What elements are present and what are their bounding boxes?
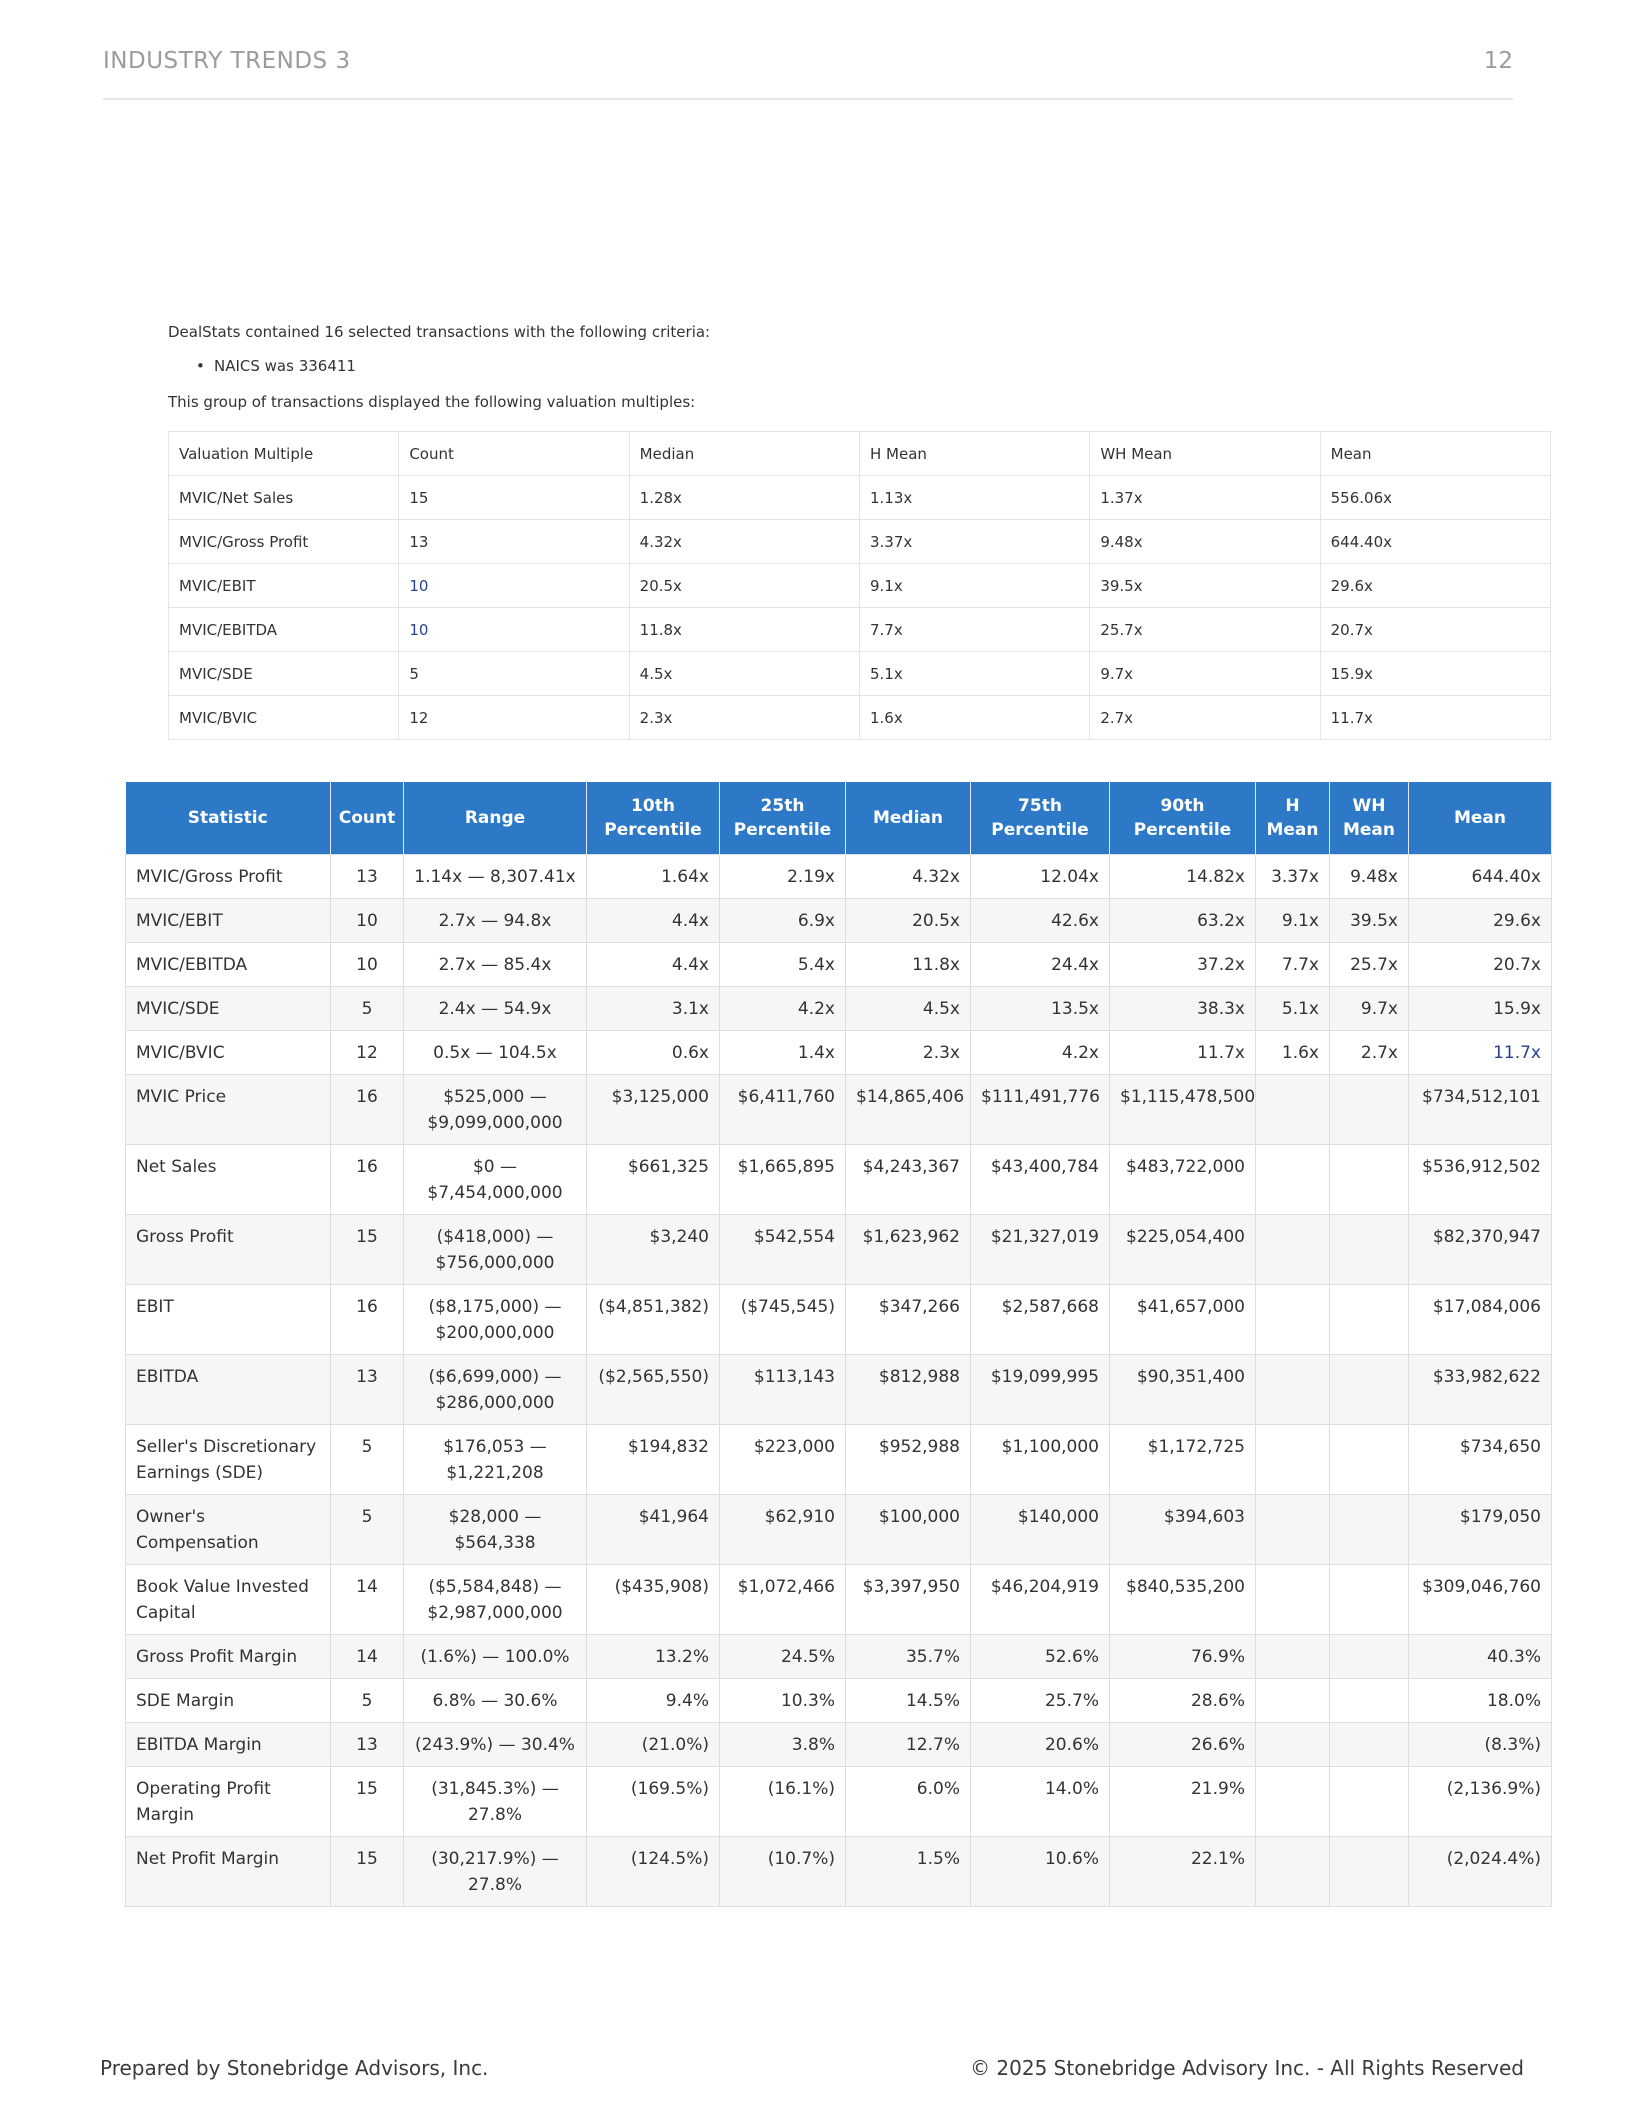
stats-cell: ($8,175,000) — $200,000,000 xyxy=(404,1284,587,1354)
stats-cell: 5.4x xyxy=(720,942,846,986)
summary-cell: MVIC/Net Sales xyxy=(169,476,399,520)
summary-cell: 15 xyxy=(399,476,629,520)
stats-header-cell: 25th Percentile xyxy=(720,782,846,854)
criteria-item: • NAICS was 336411 xyxy=(196,357,356,375)
statistics-table xyxy=(125,782,1552,1907)
stats-cell: $347,266 xyxy=(846,1284,971,1354)
stats-cell: 2.7x — 94.8x xyxy=(404,898,587,942)
stats-cell: 1.4x xyxy=(720,1030,846,1074)
stats-header-cell: Range xyxy=(404,782,587,854)
stats-row xyxy=(126,1424,1552,1494)
stats-cell: $309,046,760 xyxy=(1409,1564,1552,1634)
stats-cell: 4.32x xyxy=(846,854,971,898)
stats-cell: 24.4x xyxy=(971,942,1110,986)
footer-copyright: © 2025 Stonebridge Advisory Inc. - All Rights Reserved xyxy=(970,2056,1524,2080)
stats-cell: 12 xyxy=(331,1030,404,1074)
summary-header-cell: Median xyxy=(629,432,859,476)
stats-header-cell: 10th Percentile xyxy=(587,782,720,854)
stats-cell: $661,325 xyxy=(587,1144,720,1214)
stats-cell: $33,982,622 xyxy=(1409,1354,1552,1424)
stats-cell: ($418,000) — $756,000,000 xyxy=(404,1214,587,1284)
stats-cell: 14.5% xyxy=(846,1678,971,1722)
summary-cell: 39.5x xyxy=(1090,564,1320,608)
stats-cell: 20.7x xyxy=(1409,942,1552,986)
stats-header-cell: Count xyxy=(331,782,404,854)
stats-cell: 2.7x xyxy=(1330,1030,1409,1074)
stats-row xyxy=(126,942,1552,986)
stats-cell xyxy=(1330,1766,1409,1836)
stats-cell: 40.3% xyxy=(1409,1634,1552,1678)
stats-cell: EBITDA xyxy=(126,1354,331,1424)
stats-cell: 9.4% xyxy=(587,1678,720,1722)
stats-cell: $542,554 xyxy=(720,1214,846,1284)
stats-cell: (2,136.9%) xyxy=(1409,1766,1552,1836)
stats-cell: $100,000 xyxy=(846,1494,971,1564)
stats-cell: 38.3x xyxy=(1110,986,1256,1030)
stats-cell: (21.0%) xyxy=(587,1722,720,1766)
stats-cell: $1,623,962 xyxy=(846,1214,971,1284)
stats-cell: Owner's Compensation xyxy=(126,1494,331,1564)
stats-cell: $952,988 xyxy=(846,1424,971,1494)
stats-header-cell: Statistic xyxy=(126,782,331,854)
stats-cell xyxy=(1256,1564,1330,1634)
stats-cell: 37.2x xyxy=(1110,942,1256,986)
stats-cell: 28.6% xyxy=(1110,1678,1256,1722)
summary-cell: 10 xyxy=(399,608,629,652)
stats-cell: (169.5%) xyxy=(587,1766,720,1836)
stats-cell: 1.5% xyxy=(846,1836,971,1906)
stats-cell: 15 xyxy=(331,1836,404,1906)
stats-row xyxy=(126,1836,1552,1906)
stats-cell: $43,400,784 xyxy=(971,1144,1110,1214)
stats-cell: (124.5%) xyxy=(587,1836,720,1906)
stats-cell: MVIC/BVIC xyxy=(126,1030,331,1074)
stats-cell: 3.1x xyxy=(587,986,720,1030)
stats-cell xyxy=(1330,1074,1409,1144)
summary-cell: MVIC/Gross Profit xyxy=(169,520,399,564)
stats-cell xyxy=(1330,1284,1409,1354)
stats-cell: 5.1x xyxy=(1256,986,1330,1030)
stats-cell: EBIT xyxy=(126,1284,331,1354)
stats-cell: 5 xyxy=(331,1424,404,1494)
stats-cell: $223,000 xyxy=(720,1424,846,1494)
summary-cell: 1.28x xyxy=(629,476,859,520)
stats-cell: EBITDA Margin xyxy=(126,1722,331,1766)
stats-cell: ($4,851,382) xyxy=(587,1284,720,1354)
summary-cell: 1.13x xyxy=(859,476,1089,520)
stats-cell xyxy=(1256,1354,1330,1424)
stats-cell: ($5,584,848) — $2,987,000,000 xyxy=(404,1564,587,1634)
stats-cell: 24.5% xyxy=(720,1634,846,1678)
stats-header-cell: 75th Percentile xyxy=(971,782,1110,854)
stats-cell: $179,050 xyxy=(1409,1494,1552,1564)
stats-cell: 16 xyxy=(331,1144,404,1214)
stats-cell: 14.82x xyxy=(1110,854,1256,898)
stats-header-cell: WH Mean xyxy=(1330,782,1409,854)
page-number: 12 xyxy=(1483,48,1513,74)
summary-cell: 3.37x xyxy=(859,520,1089,564)
summary-cell: 20.7x xyxy=(1320,608,1550,652)
stats-cell: MVIC/Gross Profit xyxy=(126,854,331,898)
stats-cell: 2.3x xyxy=(846,1030,971,1074)
stats-cell: Book Value Invested Capital xyxy=(126,1564,331,1634)
stats-cell: 9.1x xyxy=(1256,898,1330,942)
stats-cell xyxy=(1256,1766,1330,1836)
stats-cell: $812,988 xyxy=(846,1354,971,1424)
stats-cell: 14 xyxy=(331,1564,404,1634)
stats-cell xyxy=(1330,1722,1409,1766)
stats-cell: $41,964 xyxy=(587,1494,720,1564)
stats-cell: 13 xyxy=(331,854,404,898)
stats-cell: 2.4x — 54.9x xyxy=(404,986,587,1030)
summary-header-cell: Count xyxy=(399,432,629,476)
stats-cell: (16.1%) xyxy=(720,1766,846,1836)
stats-cell xyxy=(1330,1144,1409,1214)
stats-cell: 0.6x xyxy=(587,1030,720,1074)
stats-cell: 11.8x xyxy=(846,942,971,986)
summary-cell: MVIC/BVIC xyxy=(169,696,399,740)
stats-cell: (10.7%) xyxy=(720,1836,846,1906)
multiples-intro: This group of transactions displayed the following valuation multiples: xyxy=(168,393,696,411)
stats-cell xyxy=(1330,1634,1409,1678)
summary-cell: 2.7x xyxy=(1090,696,1320,740)
summary-cell: 644.40x xyxy=(1320,520,1550,564)
stats-cell: 22.1% xyxy=(1110,1836,1256,1906)
stats-cell: 4.2x xyxy=(720,986,846,1030)
stats-cell: $19,099,995 xyxy=(971,1354,1110,1424)
summary-cell: 11.8x xyxy=(629,608,859,652)
stats-cell: $176,053 — $1,221,208 xyxy=(404,1424,587,1494)
stats-cell: 25.7x xyxy=(1330,942,1409,986)
stats-cell: 644.40x xyxy=(1409,854,1552,898)
summary-cell: 9.1x xyxy=(859,564,1089,608)
stats-cell: $840,535,200 xyxy=(1110,1564,1256,1634)
stats-cell: Gross Profit Margin xyxy=(126,1634,331,1678)
stats-cell xyxy=(1256,1634,1330,1678)
summary-cell: 25.7x xyxy=(1090,608,1320,652)
stats-cell xyxy=(1256,1494,1330,1564)
stats-cell: (243.9%) — 30.4% xyxy=(404,1722,587,1766)
stats-cell: 4.4x xyxy=(587,942,720,986)
stats-cell: 52.6% xyxy=(971,1634,1110,1678)
stats-cell: (1.6%) — 100.0% xyxy=(404,1634,587,1678)
stats-cell: 20.5x xyxy=(846,898,971,942)
stats-cell: $46,204,919 xyxy=(971,1564,1110,1634)
stats-cell: $28,000 — $564,338 xyxy=(404,1494,587,1564)
stats-cell: 1.64x xyxy=(587,854,720,898)
stats-cell: (31,845.3%) — 27.8% xyxy=(404,1766,587,1836)
stats-cell: 12.04x xyxy=(971,854,1110,898)
stats-header-cell: 90th Percentile xyxy=(1110,782,1256,854)
stats-cell xyxy=(1256,1284,1330,1354)
stats-cell: 9.48x xyxy=(1330,854,1409,898)
stats-cell: $194,832 xyxy=(587,1424,720,1494)
stats-cell: 12.7% xyxy=(846,1722,971,1766)
summary-cell: 1.6x xyxy=(859,696,1089,740)
summary-header-cell: H Mean xyxy=(859,432,1089,476)
stats-cell: $734,512,101 xyxy=(1409,1074,1552,1144)
stats-row xyxy=(126,1564,1552,1634)
stats-row xyxy=(126,1722,1552,1766)
stats-cell: $525,000 — $9,099,000,000 xyxy=(404,1074,587,1144)
stats-cell: MVIC Price xyxy=(126,1074,331,1144)
stats-cell: $3,240 xyxy=(587,1214,720,1284)
stats-cell: $536,912,502 xyxy=(1409,1144,1552,1214)
stats-row xyxy=(126,1214,1552,1284)
stats-cell xyxy=(1256,1424,1330,1494)
stats-cell: (30,217.9%) — 27.8% xyxy=(404,1836,587,1906)
stats-cell: 20.6% xyxy=(971,1722,1110,1766)
stats-row xyxy=(126,1030,1552,1074)
stats-cell: $111,491,776 xyxy=(971,1074,1110,1144)
stats-row xyxy=(126,1074,1552,1144)
summary-cell: 11.7x xyxy=(1320,696,1550,740)
stats-cell: 21.9% xyxy=(1110,1766,1256,1836)
stats-cell xyxy=(1330,1678,1409,1722)
stats-cell: 29.6x xyxy=(1409,898,1552,942)
summary-cell: 15.9x xyxy=(1320,652,1550,696)
stats-cell: 16 xyxy=(331,1074,404,1144)
stats-cell: 35.7% xyxy=(846,1634,971,1678)
page-title: INDUSTRY TRENDS 3 xyxy=(103,48,351,74)
stats-cell: $3,397,950 xyxy=(846,1564,971,1634)
stats-cell: 2.19x xyxy=(720,854,846,898)
stats-cell: Gross Profit xyxy=(126,1214,331,1284)
summary-cell: 4.32x xyxy=(629,520,859,564)
stats-cell: 13 xyxy=(331,1354,404,1424)
stats-cell: 4.5x xyxy=(846,986,971,1030)
summary-cell: 9.7x xyxy=(1090,652,1320,696)
stats-cell: 15 xyxy=(331,1214,404,1284)
stats-cell: 15.9x xyxy=(1409,986,1552,1030)
stats-cell: MVIC/SDE xyxy=(126,986,331,1030)
summary-cell: 13 xyxy=(399,520,629,564)
stats-cell: SDE Margin xyxy=(126,1678,331,1722)
stats-row xyxy=(126,1494,1552,1564)
stats-cell: 5 xyxy=(331,986,404,1030)
stats-cell: Seller's Discretionary Earnings (SDE) xyxy=(126,1424,331,1494)
stats-cell: 5 xyxy=(331,1678,404,1722)
stats-cell: 2.7x — 85.4x xyxy=(404,942,587,986)
stats-row xyxy=(126,1284,1552,1354)
summary-header-cell: Valuation Multiple xyxy=(169,432,399,476)
stats-cell: 10.3% xyxy=(720,1678,846,1722)
stats-row xyxy=(126,1766,1552,1836)
stats-cell: 3.8% xyxy=(720,1722,846,1766)
stats-cell: $41,657,000 xyxy=(1110,1284,1256,1354)
stats-cell: $1,665,895 xyxy=(720,1144,846,1214)
stats-cell: 6.0% xyxy=(846,1766,971,1836)
stats-cell xyxy=(1256,1836,1330,1906)
stats-cell xyxy=(1330,1354,1409,1424)
stats-cell: 15 xyxy=(331,1766,404,1836)
stats-cell: 7.7x xyxy=(1256,942,1330,986)
stats-cell: ($6,699,000) — $286,000,000 xyxy=(404,1354,587,1424)
stats-cell: $734,650 xyxy=(1409,1424,1552,1494)
stats-cell: 42.6x xyxy=(971,898,1110,942)
summary-cell: 10 xyxy=(399,564,629,608)
stats-cell: (8.3%) xyxy=(1409,1722,1552,1766)
stats-header-cell: Mean xyxy=(1409,782,1552,854)
stats-cell: $1,172,725 xyxy=(1110,1424,1256,1494)
stats-cell: 10 xyxy=(331,942,404,986)
footer-prepared-by: Prepared by Stonebridge Advisors, Inc. xyxy=(100,2056,489,2080)
stats-cell: $14,865,406 xyxy=(846,1074,971,1144)
stats-cell xyxy=(1330,1836,1409,1906)
stats-cell: $225,054,400 xyxy=(1110,1214,1256,1284)
stats-cell: 14 xyxy=(331,1634,404,1678)
summary-header-cell: Mean xyxy=(1320,432,1550,476)
stats-cell: 76.9% xyxy=(1110,1634,1256,1678)
stats-cell: 26.6% xyxy=(1110,1722,1256,1766)
stats-cell: $113,143 xyxy=(720,1354,846,1424)
stats-cell xyxy=(1256,1144,1330,1214)
stats-cell: $62,910 xyxy=(720,1494,846,1564)
stats-cell: 1.6x xyxy=(1256,1030,1330,1074)
stats-cell: 0.5x — 104.5x xyxy=(404,1030,587,1074)
stats-cell: 13.5x xyxy=(971,986,1110,1030)
stats-cell: $483,722,000 xyxy=(1110,1144,1256,1214)
stats-cell: 16 xyxy=(331,1284,404,1354)
intro-paragraph: DealStats contained 16 selected transactions with the following criteria: xyxy=(168,323,711,341)
stats-cell: $4,243,367 xyxy=(846,1144,971,1214)
summary-cell: 2.3x xyxy=(629,696,859,740)
stats-cell: $3,125,000 xyxy=(587,1074,720,1144)
stats-cell: $6,411,760 xyxy=(720,1074,846,1144)
stats-cell: Operating Profit Margin xyxy=(126,1766,331,1836)
stats-cell: $1,072,466 xyxy=(720,1564,846,1634)
stats-cell: 25.7% xyxy=(971,1678,1110,1722)
stats-cell: 13.2% xyxy=(587,1634,720,1678)
stats-cell: 4.2x xyxy=(971,1030,1110,1074)
stats-row xyxy=(126,898,1552,942)
stats-cell xyxy=(1256,1074,1330,1144)
stats-cell: 11.7x xyxy=(1409,1030,1552,1074)
stats-cell: $1,100,000 xyxy=(971,1424,1110,1494)
stats-cell xyxy=(1256,1214,1330,1284)
stats-cell xyxy=(1330,1214,1409,1284)
stats-row xyxy=(126,854,1552,898)
stats-cell: 6.9x xyxy=(720,898,846,942)
stats-cell: Net Profit Margin xyxy=(126,1836,331,1906)
stats-cell: Net Sales xyxy=(126,1144,331,1214)
stats-cell: 18.0% xyxy=(1409,1678,1552,1722)
stats-header-cell: H Mean xyxy=(1256,782,1330,854)
summary-cell: 29.6x xyxy=(1320,564,1550,608)
stats-cell: $0 — $7,454,000,000 xyxy=(404,1144,587,1214)
summary-cell: MVIC/SDE xyxy=(169,652,399,696)
stats-cell: 39.5x xyxy=(1330,898,1409,942)
stats-row xyxy=(126,1634,1552,1678)
stats-cell: $21,327,019 xyxy=(971,1214,1110,1284)
stats-header-cell: Median xyxy=(846,782,971,854)
stats-cell: 11.7x xyxy=(1110,1030,1256,1074)
stats-cell: 13 xyxy=(331,1722,404,1766)
stats-cell: ($745,545) xyxy=(720,1284,846,1354)
summary-cell: 5 xyxy=(399,652,629,696)
summary-cell: 9.48x xyxy=(1090,520,1320,564)
stats-cell: $140,000 xyxy=(971,1494,1110,1564)
stats-cell xyxy=(1330,1494,1409,1564)
stats-cell xyxy=(1330,1424,1409,1494)
summary-cell: 1.37x xyxy=(1090,476,1320,520)
summary-cell: 5.1x xyxy=(859,652,1089,696)
stats-cell: 5 xyxy=(331,1494,404,1564)
summary-cell: 20.5x xyxy=(629,564,859,608)
summary-header-cell: WH Mean xyxy=(1090,432,1320,476)
stats-row xyxy=(126,1678,1552,1722)
stats-cell: $82,370,947 xyxy=(1409,1214,1552,1284)
stats-cell: MVIC/EBIT xyxy=(126,898,331,942)
stats-cell: 14.0% xyxy=(971,1766,1110,1836)
summary-cell: MVIC/EBITDA xyxy=(169,608,399,652)
stats-cell: 10 xyxy=(331,898,404,942)
stats-cell: ($2,565,550) xyxy=(587,1354,720,1424)
summary-cell: 556.06x xyxy=(1320,476,1550,520)
stats-cell: $1,115,478,500 xyxy=(1110,1074,1256,1144)
stats-cell: (2,024.4%) xyxy=(1409,1836,1552,1906)
stats-cell xyxy=(1256,1722,1330,1766)
stats-cell: 4.4x xyxy=(587,898,720,942)
stats-cell: $2,587,668 xyxy=(971,1284,1110,1354)
stats-cell xyxy=(1256,1678,1330,1722)
stats-cell: 63.2x xyxy=(1110,898,1256,942)
stats-cell: 9.7x xyxy=(1330,986,1409,1030)
stats-cell: 3.37x xyxy=(1256,854,1330,898)
summary-cell: 4.5x xyxy=(629,652,859,696)
stats-cell: 1.14x — 8,307.41x xyxy=(404,854,587,898)
stats-cell: ($435,908) xyxy=(587,1564,720,1634)
stats-cell: 6.8% — 30.6% xyxy=(404,1678,587,1722)
stats-cell: MVIC/EBITDA xyxy=(126,942,331,986)
stats-cell: $90,351,400 xyxy=(1110,1354,1256,1424)
summary-cell: 12 xyxy=(399,696,629,740)
stats-cell: $394,603 xyxy=(1110,1494,1256,1564)
stats-header-row xyxy=(126,782,1552,854)
summary-cell: MVIC/EBIT xyxy=(169,564,399,608)
stats-row xyxy=(126,986,1552,1030)
stats-cell: $17,084,006 xyxy=(1409,1284,1552,1354)
stats-row xyxy=(126,1354,1552,1424)
stats-row xyxy=(126,1144,1552,1214)
stats-cell: 10.6% xyxy=(971,1836,1110,1906)
stats-cell xyxy=(1330,1564,1409,1634)
summary-cell: 7.7x xyxy=(859,608,1089,652)
